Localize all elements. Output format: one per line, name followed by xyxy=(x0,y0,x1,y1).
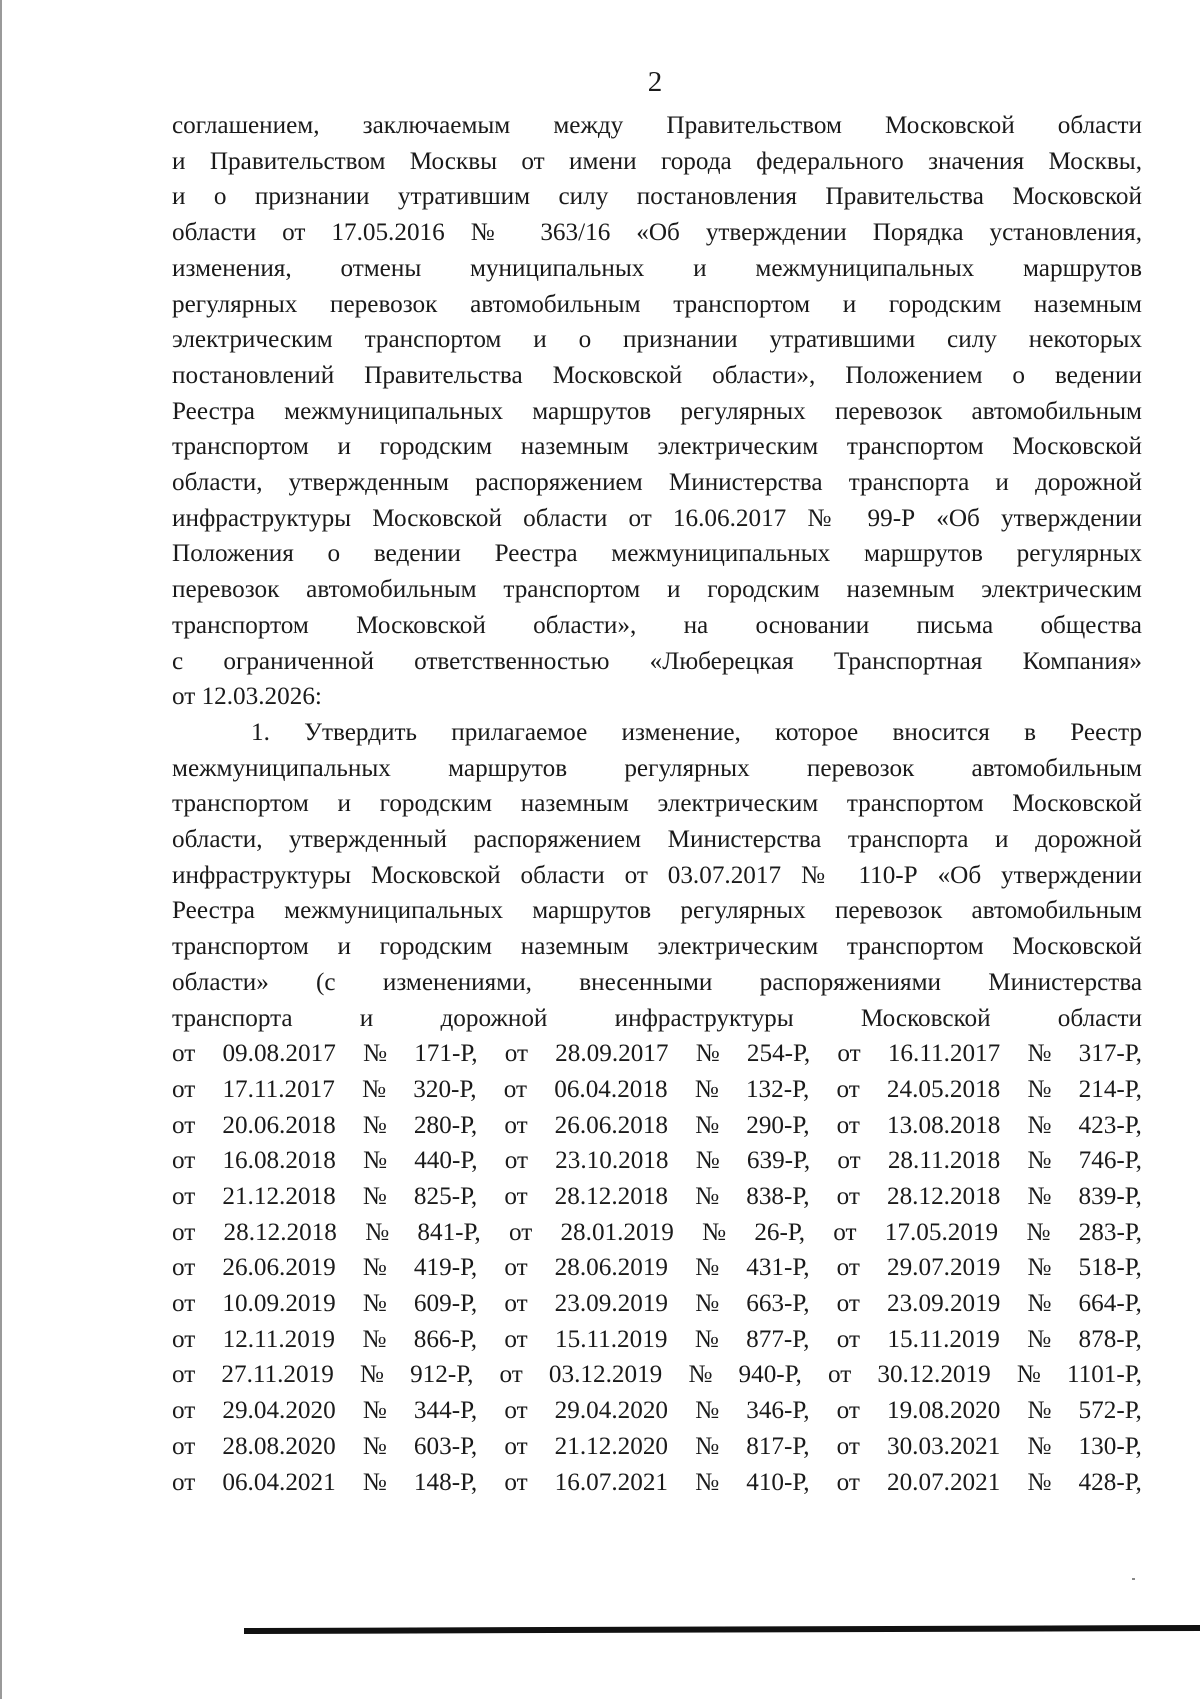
decree-token: 09.08.2017 xyxy=(222,1040,336,1068)
decree-token: 838-Р, xyxy=(746,1183,810,1211)
bottom-scan-rule xyxy=(244,1625,1200,1634)
decree-token: № xyxy=(362,1111,387,1139)
item1-line: транспортом и городским наземным электрическим транспортом Московской xyxy=(172,933,1142,961)
decree-token: 21.12.2018 xyxy=(222,1183,336,1211)
decree-token: 866-Р, xyxy=(413,1325,478,1353)
decree-token: 825-Р, xyxy=(413,1183,478,1211)
decree-token: от xyxy=(172,1361,196,1389)
decree-token: 423-Р, xyxy=(1078,1111,1142,1139)
decree-token: 29.04.2020 xyxy=(222,1397,336,1425)
decree-token: 28.12.2018 xyxy=(554,1183,669,1211)
document-body xyxy=(172,108,1142,1500)
decree-token: № xyxy=(695,1254,720,1282)
decree-token: № xyxy=(1027,1111,1052,1139)
decree-token: от xyxy=(836,1290,860,1318)
intro-line: постановлений Правительства Московской области», Положением о ведении xyxy=(172,361,1142,389)
intro-line: транспортом Московской области», на основании письма общества xyxy=(172,611,1142,639)
decree-token: 664-Р, xyxy=(1078,1290,1142,1318)
decree-token: от xyxy=(172,1468,196,1496)
decree-token: от xyxy=(504,1325,528,1353)
decree-token: 15.11.2019 xyxy=(555,1325,668,1353)
intro-line: Положения о ведении Реестра межмуниципальных маршрутов регулярных xyxy=(172,540,1142,568)
decree-token: 410-Р, xyxy=(746,1468,810,1496)
decree-token: 23.09.2019 xyxy=(554,1290,669,1318)
decree-line xyxy=(172,1393,1142,1429)
decree-token: 839-Р, xyxy=(1078,1183,1142,1211)
decree-token: 06.04.2021 xyxy=(222,1468,336,1496)
decree-token: от xyxy=(836,1183,860,1211)
decree-token: 841-Р, xyxy=(417,1218,481,1246)
decree-token: № xyxy=(1027,1468,1052,1496)
decree-token: 28.11.2018 xyxy=(887,1147,1001,1175)
decree-token: от xyxy=(837,1040,861,1068)
decree-line xyxy=(172,1357,1142,1393)
decree-token: № xyxy=(695,1040,720,1068)
decree-token: № xyxy=(1026,1218,1051,1246)
decree-token: 29.04.2020 xyxy=(554,1397,669,1425)
decree-token: 609-Р, xyxy=(413,1290,478,1318)
decree-token: 26.06.2018 xyxy=(554,1111,669,1139)
decree-token: 19.08.2020 xyxy=(886,1397,1001,1425)
decree-token: № xyxy=(1027,1290,1052,1318)
decree-token: № xyxy=(1027,1147,1052,1175)
decree-token: от xyxy=(836,1325,861,1353)
decree-token: № xyxy=(362,1254,387,1282)
decree-token: 28.09.2017 xyxy=(555,1040,669,1068)
intro-line: транспортом и городским наземным электрическим транспортом Московской xyxy=(172,433,1142,461)
decree-token: от xyxy=(508,1218,533,1246)
decree-token: 254-Р, xyxy=(746,1040,811,1068)
decree-token: № xyxy=(362,1075,387,1103)
decree-line xyxy=(172,1286,1142,1322)
decree-token: от xyxy=(172,1218,196,1246)
decree-token: 23.10.2018 xyxy=(555,1147,669,1175)
decree-token: 290-Р, xyxy=(746,1111,810,1139)
intro-paragraph xyxy=(172,108,1142,715)
decree-token: от xyxy=(172,1432,196,1460)
decree-token: № xyxy=(695,1111,720,1139)
decree-token: № xyxy=(362,1183,387,1211)
decree-token: от xyxy=(504,1432,528,1460)
decree-token: № xyxy=(1027,1397,1052,1425)
decree-token: от xyxy=(837,1147,861,1175)
item-1-paragraph xyxy=(172,715,1142,1036)
decree-token: 16.07.2021 xyxy=(554,1468,669,1496)
decree-token: 29.07.2019 xyxy=(886,1254,1001,1282)
decree-token: 639-Р, xyxy=(746,1147,811,1175)
decree-token: 746-Р, xyxy=(1078,1147,1142,1175)
decree-token: 214-Р, xyxy=(1078,1075,1142,1103)
decree-token: 17.05.2019 xyxy=(884,1218,999,1246)
intro-line: области от 17.05.2016 № 363/16 «Об утверждении Порядка установления, xyxy=(172,219,1142,247)
decree-token: № xyxy=(365,1218,390,1246)
decree-token: 419-Р, xyxy=(413,1254,478,1282)
decree-token: 148-Р, xyxy=(413,1468,478,1496)
decree-token: от xyxy=(836,1432,860,1460)
decree-token: 30.03.2021 xyxy=(886,1432,1001,1460)
decree-token: 320-Р, xyxy=(413,1075,477,1103)
decree-token: № xyxy=(688,1361,713,1389)
decree-token: 132-Р, xyxy=(745,1075,810,1103)
decree-token: от xyxy=(172,1290,196,1318)
decree-token: № xyxy=(362,1397,387,1425)
decree-line xyxy=(172,1179,1142,1215)
decree-token: 16.11.2017 xyxy=(887,1040,1001,1068)
decree-token: 817-Р, xyxy=(746,1432,810,1460)
decree-token: 26-Р, xyxy=(754,1218,806,1246)
decree-token: 27.11.2019 xyxy=(221,1361,334,1389)
intro-line: и о признании утратившим силу постановления Правительства Московской xyxy=(172,183,1142,211)
decree-token: 26.06.2019 xyxy=(222,1254,336,1282)
decree-token: 171-Р, xyxy=(414,1040,478,1068)
item1-line: межмуниципальных маршрутов регулярных перевозок автомобильным xyxy=(172,754,1142,782)
intro-line: области, утвержденным распоряжением Министерства транспорта и дорожной xyxy=(172,469,1142,497)
decree-line xyxy=(172,1250,1142,1286)
decree-token: от xyxy=(172,1040,196,1068)
decree-token: 21.12.2020 xyxy=(554,1432,669,1460)
item1-line: области, утвержденный распоряжением Министерства транспорта и дорожной xyxy=(172,826,1142,854)
decree-token: от xyxy=(499,1361,523,1389)
decree-token: № xyxy=(359,1361,384,1389)
decree-line xyxy=(172,1429,1142,1465)
decree-token: 572-Р, xyxy=(1078,1397,1142,1425)
decree-token: № xyxy=(695,1147,720,1175)
decree-token: 23.09.2019 xyxy=(886,1290,1001,1318)
decree-token: 15.11.2019 xyxy=(887,1325,1000,1353)
decree-token: № xyxy=(1027,1183,1052,1211)
decree-token: от xyxy=(504,1397,528,1425)
decree-token: 877-Р, xyxy=(746,1325,810,1353)
decree-token: 28.12.2018 xyxy=(886,1183,1001,1211)
decree-token: № xyxy=(1027,1325,1052,1353)
item1-line: Реестра межмуниципальных маршрутов регулярных перевозок автомобильным xyxy=(172,897,1142,925)
decree-token: 28.01.2019 xyxy=(560,1218,674,1246)
decree-token: 317-Р, xyxy=(1078,1040,1142,1068)
intro-line: изменения, отмены муниципальных и межмуниципальных маршрутов xyxy=(172,254,1142,282)
decree-token: от xyxy=(504,1254,528,1282)
decree-token: от xyxy=(836,1075,860,1103)
decree-token: от xyxy=(504,1290,528,1318)
decree-token: № xyxy=(694,1325,719,1353)
decree-token: 912-Р, xyxy=(410,1361,474,1389)
intro-line: электрическим транспортом и о признании утратившими силу некоторых xyxy=(172,326,1142,354)
decree-token: 06.04.2018 xyxy=(554,1075,668,1103)
decree-token: от xyxy=(504,1111,528,1139)
decree-token: 663-Р, xyxy=(746,1290,810,1318)
decree-token: от xyxy=(172,1397,196,1425)
decree-token: 28.12.2018 xyxy=(223,1218,337,1246)
decree-token: № xyxy=(695,1183,720,1211)
decree-token: от xyxy=(503,1075,528,1103)
item1-line: области» (с изменениями, внесенными распоряжениями Министерства xyxy=(172,968,1142,996)
decree-token: № xyxy=(702,1218,727,1246)
decree-token: 13.08.2018 xyxy=(886,1111,1001,1139)
decree-token: 16.08.2018 xyxy=(222,1147,336,1175)
intro-line: Реестра межмуниципальных маршрутов регулярных перевозок автомобильным xyxy=(172,397,1142,425)
decree-token: 28.06.2019 xyxy=(554,1254,669,1282)
decree-token: от xyxy=(172,1111,196,1139)
decree-token: 03.12.2019 xyxy=(548,1361,663,1389)
decree-line xyxy=(172,1322,1142,1358)
decree-token: от xyxy=(504,1468,528,1496)
decree-line xyxy=(172,1072,1142,1108)
decree-token: 130-Р, xyxy=(1078,1432,1142,1460)
decree-token: № xyxy=(694,1075,719,1103)
item1-line: транспорта и дорожной инфраструктуры Московской области xyxy=(172,1004,1142,1032)
decree-token: 280-Р, xyxy=(413,1111,478,1139)
decree-token: 344-Р, xyxy=(413,1397,478,1425)
item1-line: 1. Утвердить прилагаемое изменение, которое вносится в Реестр xyxy=(251,718,1142,746)
intro-line: перевозок автомобильным транспортом и городским наземным электрическим xyxy=(172,576,1142,604)
scan-speck xyxy=(1132,1578,1135,1580)
decree-token: 940-Р, xyxy=(738,1361,802,1389)
decree-token: № xyxy=(695,1468,720,1496)
decree-token: № xyxy=(362,1432,387,1460)
decree-token: № xyxy=(1027,1075,1052,1103)
decree-token: № xyxy=(1027,1432,1052,1460)
decree-list xyxy=(172,1036,1142,1500)
decree-token: 346-Р, xyxy=(746,1397,810,1425)
decree-token: № xyxy=(362,1468,387,1496)
intro-line: и Правительством Москвы от имени города федерального значения Москвы, xyxy=(172,147,1142,175)
decree-token: 1101-Р, xyxy=(1066,1361,1142,1389)
decree-token: от xyxy=(172,1254,196,1282)
decree-token: № xyxy=(362,1290,387,1318)
decree-token: от xyxy=(836,1111,860,1139)
item1-line: транспортом и городским наземным электрическим транспортом Московской xyxy=(172,790,1142,818)
decree-token: № xyxy=(1016,1361,1041,1389)
decree-token: от xyxy=(836,1468,860,1496)
decree-line xyxy=(172,1108,1142,1144)
intro-line: от 12.03.2026: xyxy=(172,683,322,711)
decree-token: 428-Р, xyxy=(1078,1468,1142,1496)
decree-token: от xyxy=(172,1325,196,1353)
decree-token: 518-Р, xyxy=(1078,1254,1142,1282)
decree-token: 431-Р, xyxy=(746,1254,810,1282)
decree-token: от xyxy=(836,1254,860,1282)
decree-token: от xyxy=(504,1183,528,1211)
decree-token: от xyxy=(172,1147,196,1175)
decree-token: от xyxy=(172,1183,196,1211)
intro-line: инфраструктуры Московской области от 16.06.2017 № 99-Р «Об утверждении xyxy=(172,504,1142,532)
decree-token: № xyxy=(695,1432,720,1460)
decree-token: № xyxy=(1027,1254,1052,1282)
decree-token: 17.11.2017 xyxy=(222,1075,335,1103)
decree-token: № xyxy=(362,1147,388,1175)
decree-token: от xyxy=(172,1075,196,1103)
decree-token: 28.08.2020 xyxy=(222,1432,336,1460)
decree-line xyxy=(172,1465,1142,1501)
decree-token: № xyxy=(695,1397,720,1425)
decree-token: 24.05.2018 xyxy=(886,1075,1001,1103)
decree-line xyxy=(172,1143,1142,1179)
decree-line xyxy=(172,1036,1142,1072)
scan-left-edge xyxy=(0,0,2,1699)
item1-line: инфраструктуры Московской области от 03.07.2017 № 110-Р «Об утверждении xyxy=(172,861,1142,889)
decree-token: от xyxy=(836,1397,860,1425)
intro-line: соглашением, заключаемым между Правительством Московской области xyxy=(172,112,1142,139)
decree-token: № xyxy=(1027,1040,1052,1068)
decree-token: от xyxy=(833,1218,857,1246)
decree-token: от xyxy=(504,1147,528,1175)
decree-token: № xyxy=(362,1325,387,1353)
decree-token: 283-Р, xyxy=(1078,1218,1142,1246)
page-number: 2 xyxy=(647,66,663,98)
decree-token: 30.12.2019 xyxy=(877,1361,991,1389)
intro-line: с ограниченной ответственностью «Люберецкая Транспортная Компания» xyxy=(172,647,1142,675)
decree-token: № xyxy=(362,1040,388,1068)
decree-token: 10.09.2019 xyxy=(222,1290,336,1318)
decree-token: 440-Р, xyxy=(414,1147,478,1175)
decree-token: 12.11.2019 xyxy=(222,1325,336,1353)
decree-token: от xyxy=(827,1361,852,1389)
decree-token: от xyxy=(504,1040,528,1068)
decree-token: № xyxy=(695,1290,720,1318)
decree-token: 878-Р, xyxy=(1078,1325,1142,1353)
decree-line xyxy=(172,1215,1142,1251)
decree-token: 20.07.2021 xyxy=(886,1468,1001,1496)
intro-line: регулярных перевозок автомобильным транспортом и городским наземным xyxy=(172,290,1142,318)
decree-token: 603-Р, xyxy=(413,1432,478,1460)
decree-token: 20.06.2018 xyxy=(222,1111,336,1139)
